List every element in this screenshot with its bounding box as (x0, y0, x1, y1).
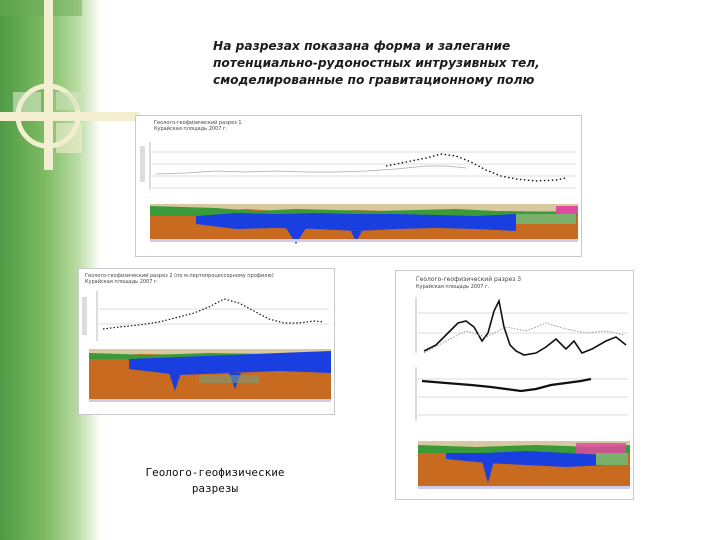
section-2-figure (79, 269, 334, 414)
section-panel-1 (135, 115, 582, 257)
section-2-subtitle: Курайская площадь 2007 г. (85, 279, 159, 285)
caption-line-1: Геолого-геофизические (145, 466, 285, 479)
section-panel-3 (395, 270, 634, 500)
section-1-subtitle: Курайская площадь 2007 г. (154, 126, 228, 132)
section-panel-2 (78, 268, 335, 415)
section-3-title: Геолого-геофизический разрез 3 (416, 276, 522, 283)
section-3-subtitle: Курайская площадь 2007 г. (416, 284, 490, 290)
section-1-figure (136, 116, 581, 256)
section-2-title: Геолого-геофизический разрез 2 (по м.пертопроцессорному профилю) (85, 273, 274, 279)
slide-caption (125, 465, 305, 497)
section-1-title: Геолого-геофизический разрез 1 (154, 120, 242, 126)
slide-title: На разрезах показана форма и залегание потенциально-рудоностных интрузивных тел, смоделированные по гравитационному полю (213, 39, 540, 87)
decorative-corner-pattern (0, 0, 140, 170)
section-3-figure (396, 271, 633, 499)
caption-line-2: разрезы (191, 482, 239, 495)
